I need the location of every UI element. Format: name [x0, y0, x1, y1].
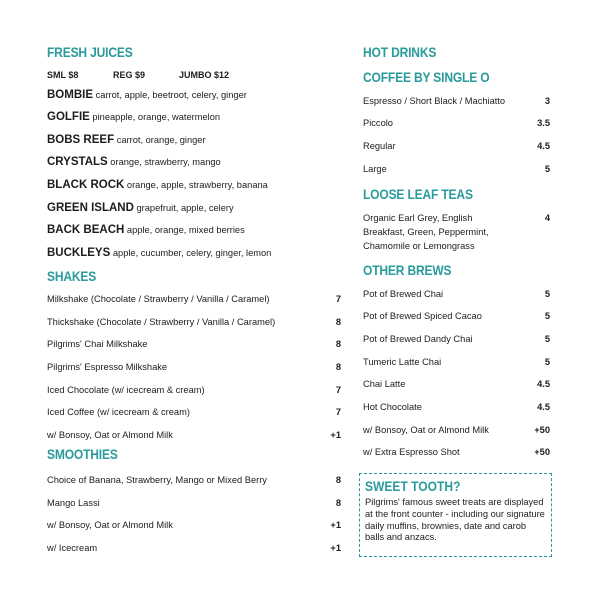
- item-label: Pot of Brewed Chai: [363, 289, 444, 299]
- item-price: 8: [335, 317, 341, 327]
- juice-name: BLACK ROCK: [47, 179, 125, 191]
- item-price: 7: [335, 294, 341, 304]
- item-label: Chai Latte: [363, 379, 406, 389]
- item-label: Pot of Brewed Spiced Cacao: [363, 311, 482, 321]
- juice-name: CRYSTALS: [47, 156, 108, 168]
- item-price: 5: [544, 311, 550, 321]
- item-price: 5: [544, 164, 550, 174]
- juice-ingredients: carrot, orange, ginger: [116, 135, 206, 145]
- item-label: w/ Extra Espresso Shot: [363, 447, 460, 457]
- item-label: Large: [363, 164, 387, 174]
- item-label: Tumeric Latte Chai: [363, 357, 442, 367]
- juice-item: [47, 134, 206, 146]
- item-label: w/ Bonsoy, Oat or Almond Milk: [47, 520, 173, 530]
- item-price: 8: [335, 339, 341, 349]
- item-price: +1: [330, 543, 341, 553]
- shakes-heading: SHAKES: [47, 268, 97, 284]
- item-label: Pilgrims' Espresso Milkshake: [47, 362, 168, 372]
- fresh-juices-heading: FRESH JUICES: [47, 44, 133, 60]
- smoothies-heading: SMOOTHIES: [47, 446, 118, 462]
- item-price: 4: [544, 213, 550, 223]
- juice-item: [47, 111, 220, 123]
- item-price: +1: [330, 430, 341, 440]
- item-label: w/ Bonsoy, Oat or Almond Milk: [47, 430, 173, 440]
- juice-ingredients: orange, apple, strawberry, banana: [126, 180, 268, 190]
- juice-name: BOBS REEF: [47, 134, 115, 146]
- sweet-tooth-box: [359, 473, 552, 557]
- coffee-heading: COFFEE BY SINGLE O: [363, 69, 490, 85]
- juice-ingredients: orange, strawberry, mango: [110, 157, 221, 167]
- item-price: 8: [335, 362, 341, 372]
- item-price: +1: [330, 520, 341, 530]
- loose-leaf-teas-heading: LOOSE LEAF TEAS: [363, 186, 473, 202]
- sweet-tooth-text: Pilgrims' famous sweet treats are displayed at the front counter - including our signature daily muffins, brownies, date and carob balls and anzacs.: [365, 497, 545, 543]
- item-price: 8: [335, 475, 341, 485]
- item-label: Iced Chocolate (w/ icecream & cream): [47, 385, 205, 395]
- item-price: 5: [544, 357, 550, 367]
- item-label: Espresso / Short Black / Machiatto: [363, 96, 506, 106]
- item-price: 5: [544, 334, 550, 344]
- juice-ingredients: grapefruit, apple, celery: [136, 203, 234, 213]
- tea-row: [363, 212, 550, 253]
- item-label: Mango Lassi: [47, 498, 100, 508]
- item-price: 3: [544, 96, 550, 106]
- item-price: 4.5: [537, 402, 550, 412]
- item-price: 7: [335, 385, 341, 395]
- item-label: Pot of Brewed Dandy Chai: [363, 334, 473, 344]
- juice-item: [47, 224, 245, 236]
- juice-name: BUCKLEYS: [47, 247, 111, 259]
- sweet-tooth-heading: SWEET TOOTH?: [365, 478, 461, 494]
- juice-item: [47, 247, 271, 259]
- size-jumbo: JUMBO $12: [179, 70, 230, 80]
- item-price: 7: [335, 407, 341, 417]
- juice-ingredients: apple, cucumber, celery, ginger, lemon: [112, 248, 272, 258]
- item-price: +50: [534, 447, 550, 457]
- juice-item: [47, 179, 268, 191]
- item-price: 4.5: [537, 379, 550, 389]
- item-price: 3.5: [537, 118, 550, 128]
- item-label: Iced Coffee (w/ icecream & cream): [47, 407, 190, 417]
- juice-ingredients: carrot, apple, beetroot, celery, ginger: [95, 90, 247, 100]
- item-label: Regular: [363, 141, 396, 151]
- item-price: +50: [534, 425, 550, 435]
- item-price: 5: [544, 289, 550, 299]
- item-label: Hot Chocolate: [363, 402, 422, 412]
- size-small: SML $8: [47, 70, 79, 80]
- item-label: w/ Bonsoy, Oat or Almond Milk: [363, 425, 489, 435]
- juice-item: [47, 156, 221, 168]
- other-brews-heading: OTHER BREWS: [363, 262, 452, 278]
- juice-name: GOLFIE: [47, 111, 90, 123]
- item-label: Thickshake (Chocolate / Strawberry / Vanilla / Caramel): [47, 317, 276, 327]
- item-price: 8: [335, 498, 341, 508]
- juice-item: [47, 89, 247, 101]
- size-regular: REG $9: [113, 70, 146, 80]
- hot-drinks-heading: HOT DRINKS: [363, 44, 437, 60]
- juice-ingredients: apple, orange, mixed berries: [126, 225, 245, 235]
- juice-ingredients: pineapple, orange, watermelon: [92, 112, 221, 122]
- juice-item: [47, 202, 234, 214]
- juice-name: BACK BEACH: [47, 224, 125, 236]
- juice-name: GREEN ISLAND: [47, 202, 134, 214]
- item-label: Pilgrims' Chai Milkshake: [47, 339, 148, 349]
- item-label: Piccolo: [363, 118, 393, 128]
- juice-name: BOMBIE: [47, 89, 93, 101]
- item-label: w/ Icecream: [47, 543, 98, 553]
- item-label: Organic Earl Grey, English Breakfast, Green, Peppermint, Chamomile or Lemongrass: [363, 213, 489, 251]
- item-label: Choice of Banana, Strawberry, Mango or Mixed Berry: [47, 475, 267, 485]
- item-price: 4.5: [537, 141, 550, 151]
- item-label: Milkshake (Chocolate / Strawberry / Vanilla / Caramel): [47, 294, 270, 304]
